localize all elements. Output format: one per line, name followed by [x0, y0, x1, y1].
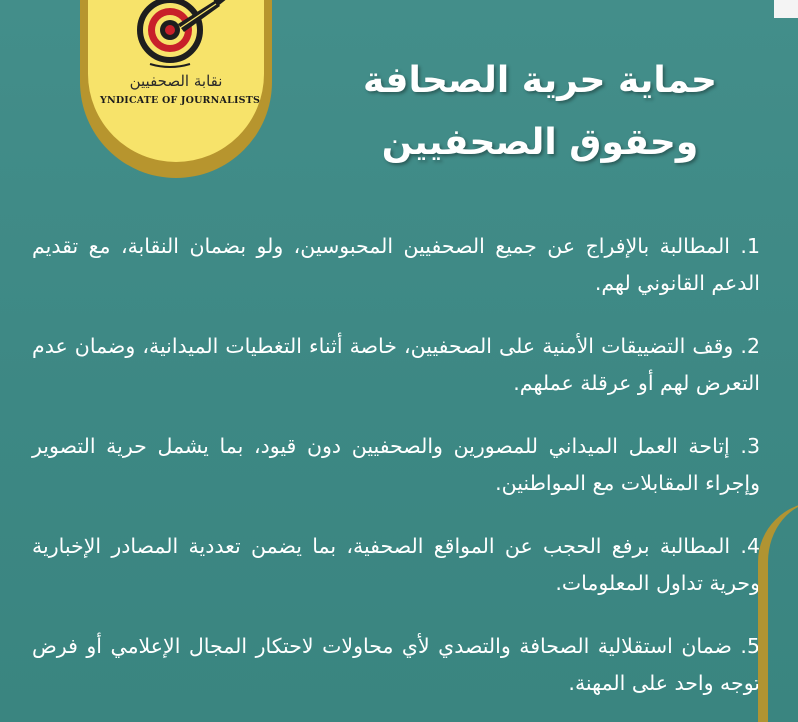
logo-english-text: YNDICATE OF JOURNALISTS [100, 95, 261, 106]
item-number: 5. [740, 634, 760, 658]
title-line-1: حماية حرية الصحافة [363, 60, 717, 101]
item-text: إتاحة العمل الميداني للمصورين والصحفيين دون قيود، بما يشمل حرية التصوير وإجراء المقابلات مع المواطنين. [32, 434, 760, 495]
item-number: 3. [740, 434, 760, 458]
demand-item-4 [32, 528, 760, 602]
title-line-2: وحقوق الصحفيين [381, 122, 699, 163]
demand-item-3 [32, 428, 760, 502]
demand-item-1 [32, 228, 760, 302]
pen-target-icon [120, 0, 232, 72]
corner-decoration [758, 502, 798, 722]
demands-list [32, 228, 760, 722]
logo-arabic-text: نقابة الصحفيين [129, 72, 223, 90]
item-number: 1. [740, 234, 760, 258]
item-text: المطالبة برفع الحجب عن المواقع الصحفية، بما يضمن تعددية المصادر الإخبارية وحرية تداول المعلومات. [32, 534, 760, 595]
demand-item-2 [32, 328, 760, 402]
item-text: ضمان استقلالية الصحافة والتصدي لأي محاولات لاحتكار المجال الإعلامي أو فرض توجه واحد على المهنة. [32, 634, 760, 695]
item-number: 4. [740, 534, 760, 558]
item-text: المطالبة بالإفراج عن جميع الصحفيين المحبوسين، ولو بضمان النقابة، مع تقديم الدعم القانوني لهم. [32, 234, 760, 295]
item-number: 2. [740, 334, 760, 358]
item-text: وقف التضييقات الأمنية على الصحفيين، خاصة أثناء التغطيات الميدانية، وضمان عدم التعرض لهم أو عرقلة عملهم. [32, 334, 760, 395]
demand-item-5 [32, 628, 760, 702]
page-title [330, 50, 750, 174]
corner-patch [774, 0, 798, 18]
